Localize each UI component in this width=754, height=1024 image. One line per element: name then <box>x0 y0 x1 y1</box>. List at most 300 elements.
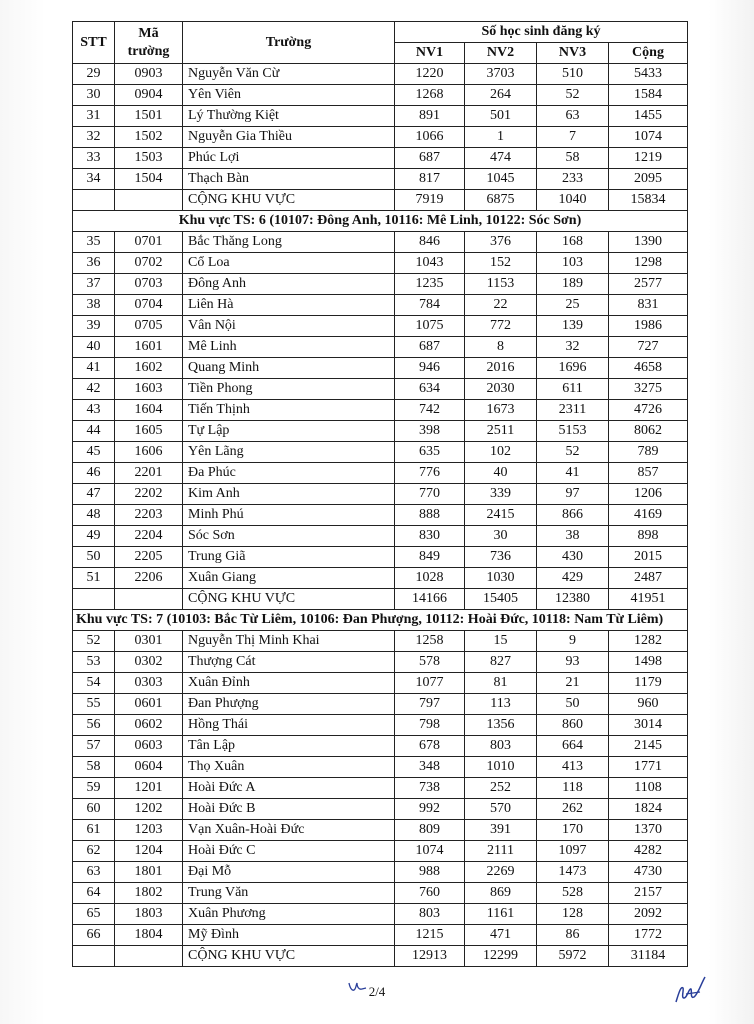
table-row <box>73 673 688 694</box>
table-row <box>73 379 688 400</box>
cell-ma-truong: 0701 <box>115 232 183 253</box>
table-row <box>73 106 688 127</box>
cell-nv3: 58 <box>537 148 609 169</box>
cell-stt: 63 <box>73 862 115 883</box>
table-row <box>73 442 688 463</box>
cell-nv2: 252 <box>465 778 537 799</box>
table-row <box>73 736 688 757</box>
table-row <box>73 337 688 358</box>
cell-nv1: 888 <box>395 505 465 526</box>
table-row <box>73 316 688 337</box>
cell-nv3: 2311 <box>537 400 609 421</box>
cell-cong: 789 <box>609 442 688 463</box>
cell-cong: 2095 <box>609 169 688 190</box>
cell-truong: Vân Nội <box>183 316 395 337</box>
cell-empty <box>115 589 183 610</box>
cell-nv2: 376 <box>465 232 537 253</box>
table-row <box>73 820 688 841</box>
cell-nv1: 1258 <box>395 631 465 652</box>
cell-stt: 62 <box>73 841 115 862</box>
cell-nv2: 772 <box>465 316 537 337</box>
cell-empty <box>115 190 183 211</box>
cell-stt: 50 <box>73 547 115 568</box>
cell-nv3: 139 <box>537 316 609 337</box>
cell-nv3: 170 <box>537 820 609 841</box>
cell-nv2: 736 <box>465 547 537 568</box>
cell-nv3: 50 <box>537 694 609 715</box>
cell-nv1: 798 <box>395 715 465 736</box>
cell-cong: 4730 <box>609 862 688 883</box>
cell-cong: 2145 <box>609 736 688 757</box>
cell-stt: 47 <box>73 484 115 505</box>
table-row <box>73 778 688 799</box>
cell-truong: Tiền Phong <box>183 379 395 400</box>
cell-nv2: 102 <box>465 442 537 463</box>
cell-nv1: 891 <box>395 106 465 127</box>
table-row <box>73 505 688 526</box>
cell-nv1: 846 <box>395 232 465 253</box>
cell-nv2: 2030 <box>465 379 537 400</box>
section-header-row <box>73 211 688 232</box>
cell-nv3: 430 <box>537 547 609 568</box>
cell-nv1: 578 <box>395 652 465 673</box>
cell-nv3: 611 <box>537 379 609 400</box>
header-nv3: NV3 <box>537 43 609 64</box>
cell-truong: Thạch Bàn <box>183 169 395 190</box>
cell-nv2: 1673 <box>465 400 537 421</box>
table-row <box>73 463 688 484</box>
total-nv1: 7919 <box>395 190 465 211</box>
cell-truong: Tân Lập <box>183 736 395 757</box>
cell-nv3: 21 <box>537 673 609 694</box>
cell-empty <box>73 946 115 967</box>
cell-stt: 42 <box>73 379 115 400</box>
cell-nv1: 687 <box>395 148 465 169</box>
table-row <box>73 421 688 442</box>
cell-nv3: 118 <box>537 778 609 799</box>
cell-cong: 960 <box>609 694 688 715</box>
cell-cong: 5433 <box>609 64 688 85</box>
cell-nv3: 1473 <box>537 862 609 883</box>
cell-nv2: 40 <box>465 463 537 484</box>
table-row <box>73 841 688 862</box>
cell-nv3: 860 <box>537 715 609 736</box>
cell-cong: 1282 <box>609 631 688 652</box>
cell-ma-truong: 1202 <box>115 799 183 820</box>
table-row <box>73 694 688 715</box>
cell-ma-truong: 0704 <box>115 295 183 316</box>
cell-ma-truong: 1204 <box>115 841 183 862</box>
cell-nv2: 1030 <box>465 568 537 589</box>
cell-nv1: 803 <box>395 904 465 925</box>
cell-nv1: 992 <box>395 799 465 820</box>
cell-truong: Phúc Lợi <box>183 148 395 169</box>
total-nv2: 15405 <box>465 589 537 610</box>
cell-cong: 3275 <box>609 379 688 400</box>
cell-ma-truong: 0604 <box>115 757 183 778</box>
page-number: 2/4 <box>368 984 386 999</box>
signature-mark <box>672 972 708 1008</box>
cell-nv1: 1215 <box>395 925 465 946</box>
cell-truong: Bắc Thăng Long <box>183 232 395 253</box>
total-row <box>73 589 688 610</box>
cell-stt: 59 <box>73 778 115 799</box>
cell-nv1: 1077 <box>395 673 465 694</box>
cell-nv2: 2269 <box>465 862 537 883</box>
cell-cong: 1771 <box>609 757 688 778</box>
cell-ma-truong: 2202 <box>115 484 183 505</box>
cell-nv2: 113 <box>465 694 537 715</box>
cell-cong: 2487 <box>609 568 688 589</box>
cell-cong: 1986 <box>609 316 688 337</box>
cell-stt: 36 <box>73 253 115 274</box>
cell-nv3: 233 <box>537 169 609 190</box>
cell-nv3: 413 <box>537 757 609 778</box>
cell-stt: 65 <box>73 904 115 925</box>
cell-nv3: 52 <box>537 85 609 106</box>
cell-cong: 2577 <box>609 274 688 295</box>
cell-truong: Kim Anh <box>183 484 395 505</box>
total-nv2: 12299 <box>465 946 537 967</box>
table-row <box>73 253 688 274</box>
cell-truong: Tiến Thịnh <box>183 400 395 421</box>
cell-nv2: 803 <box>465 736 537 757</box>
cell-nv3: 189 <box>537 274 609 295</box>
cell-nv3: 32 <box>537 337 609 358</box>
cell-truong: Hoài Đức B <box>183 799 395 820</box>
total-nv2: 6875 <box>465 190 537 211</box>
registration-table <box>72 21 688 967</box>
cell-truong: Xuân Phương <box>183 904 395 925</box>
cell-ma-truong: 1201 <box>115 778 183 799</box>
cell-nv2: 3703 <box>465 64 537 85</box>
cell-truong: Quang Minh <box>183 358 395 379</box>
cell-stt: 37 <box>73 274 115 295</box>
cell-nv3: 510 <box>537 64 609 85</box>
cell-nv2: 1153 <box>465 274 537 295</box>
cell-stt: 58 <box>73 757 115 778</box>
cell-nv1: 946 <box>395 358 465 379</box>
cell-nv2: 1010 <box>465 757 537 778</box>
cell-nv1: 809 <box>395 820 465 841</box>
cell-stt: 35 <box>73 232 115 253</box>
cell-stt: 32 <box>73 127 115 148</box>
cell-stt: 51 <box>73 568 115 589</box>
cell-nv2: 2511 <box>465 421 537 442</box>
cell-stt: 55 <box>73 694 115 715</box>
cell-nv3: 63 <box>537 106 609 127</box>
total-cong: 15834 <box>609 190 688 211</box>
table-row <box>73 631 688 652</box>
cell-stt: 33 <box>73 148 115 169</box>
cell-truong: Mê Linh <box>183 337 395 358</box>
cell-nv2: 501 <box>465 106 537 127</box>
cell-nv1: 678 <box>395 736 465 757</box>
cell-nv2: 81 <box>465 673 537 694</box>
cell-stt: 57 <box>73 736 115 757</box>
cell-nv1: 1075 <box>395 316 465 337</box>
cell-nv2: 391 <box>465 820 537 841</box>
cell-nv3: 52 <box>537 442 609 463</box>
total-label: CỘNG KHU VỰC <box>183 589 395 610</box>
cell-stt: 44 <box>73 421 115 442</box>
table-row <box>73 925 688 946</box>
table-row <box>73 148 688 169</box>
cell-truong: Nguyễn Thị Minh Khai <box>183 631 395 652</box>
cell-truong: Thọ Xuân <box>183 757 395 778</box>
cell-nv2: 869 <box>465 883 537 904</box>
cell-ma-truong: 0601 <box>115 694 183 715</box>
cell-nv2: 2415 <box>465 505 537 526</box>
cell-stt: 34 <box>73 169 115 190</box>
cell-stt: 61 <box>73 820 115 841</box>
cell-truong: Yên Lãng <box>183 442 395 463</box>
table-row <box>73 85 688 106</box>
cell-ma-truong: 1802 <box>115 883 183 904</box>
cell-truong: Trung Văn <box>183 883 395 904</box>
cell-truong: Đa Phúc <box>183 463 395 484</box>
table-row <box>73 568 688 589</box>
cell-ma-truong: 1801 <box>115 862 183 883</box>
table-row <box>73 715 688 736</box>
cell-truong: Thượng Cát <box>183 652 395 673</box>
cell-stt: 38 <box>73 295 115 316</box>
cell-ma-truong: 1803 <box>115 904 183 925</box>
cell-ma-truong: 1503 <box>115 148 183 169</box>
cell-nv3: 866 <box>537 505 609 526</box>
cell-cong: 1390 <box>609 232 688 253</box>
cell-truong: Hoài Đức A <box>183 778 395 799</box>
cell-ma-truong: 1501 <box>115 106 183 127</box>
cell-cong: 898 <box>609 526 688 547</box>
cell-nv3: 103 <box>537 253 609 274</box>
cell-cong: 1824 <box>609 799 688 820</box>
header-nv2: NV2 <box>465 43 537 64</box>
cell-stt: 56 <box>73 715 115 736</box>
cell-nv2: 264 <box>465 85 537 106</box>
cell-ma-truong: 2206 <box>115 568 183 589</box>
cell-cong: 1455 <box>609 106 688 127</box>
section-title: Khu vực TS: 6 (10107: Đông Anh, 10116: Mê Linh, 10122: Sóc Sơn) <box>73 211 688 232</box>
cell-cong: 1108 <box>609 778 688 799</box>
cell-truong: Vạn Xuân-Hoài Đức <box>183 820 395 841</box>
cell-ma-truong: 0603 <box>115 736 183 757</box>
cell-nv2: 570 <box>465 799 537 820</box>
cell-nv2: 1356 <box>465 715 537 736</box>
table-row <box>73 127 688 148</box>
cell-truong: Xuân Giang <box>183 568 395 589</box>
cell-nv1: 348 <box>395 757 465 778</box>
cell-nv3: 93 <box>537 652 609 673</box>
cell-nv1: 988 <box>395 862 465 883</box>
cell-nv3: 86 <box>537 925 609 946</box>
cell-nv2: 1045 <box>465 169 537 190</box>
cell-nv1: 1235 <box>395 274 465 295</box>
cell-stt: 48 <box>73 505 115 526</box>
cell-ma-truong: 0303 <box>115 673 183 694</box>
cell-nv1: 1043 <box>395 253 465 274</box>
section-title: Khu vực TS: 7 (10103: Bắc Từ Liêm, 10106: Đan Phượng, 10112: Hoài Đức, 10118: Nam Từ Liêm) <box>73 610 688 631</box>
cell-nv3: 664 <box>537 736 609 757</box>
cell-nv1: 687 <box>395 337 465 358</box>
table-row <box>73 400 688 421</box>
cell-nv3: 262 <box>537 799 609 820</box>
cell-truong: Yên Viên <box>183 85 395 106</box>
cell-nv1: 817 <box>395 169 465 190</box>
cell-nv3: 7 <box>537 127 609 148</box>
cell-truong: Lý Thường Kiệt <box>183 106 395 127</box>
total-label: CỘNG KHU VỰC <box>183 190 395 211</box>
cell-nv1: 742 <box>395 400 465 421</box>
cell-truong: Liên Hà <box>183 295 395 316</box>
cell-nv3: 97 <box>537 484 609 505</box>
cell-nv1: 1268 <box>395 85 465 106</box>
cell-cong: 4658 <box>609 358 688 379</box>
cell-stt: 46 <box>73 463 115 484</box>
cell-ma-truong: 1504 <box>115 169 183 190</box>
table-body <box>73 64 688 967</box>
cell-empty <box>73 190 115 211</box>
cell-ma-truong: 1603 <box>115 379 183 400</box>
cell-cong: 831 <box>609 295 688 316</box>
table-row <box>73 799 688 820</box>
table-row <box>73 526 688 547</box>
cell-nv1: 1074 <box>395 841 465 862</box>
cell-truong: Nguyễn Văn Cừ <box>183 64 395 85</box>
cell-truong: Mỹ Đình <box>183 925 395 946</box>
cell-nv3: 429 <box>537 568 609 589</box>
cell-cong: 8062 <box>609 421 688 442</box>
cell-ma-truong: 0904 <box>115 85 183 106</box>
cell-ma-truong: 1601 <box>115 337 183 358</box>
header-nv1: NV1 <box>395 43 465 64</box>
cell-ma-truong: 0903 <box>115 64 183 85</box>
cell-ma-truong: 2203 <box>115 505 183 526</box>
cell-nv1: 760 <box>395 883 465 904</box>
cell-stt: 45 <box>73 442 115 463</box>
cell-nv1: 770 <box>395 484 465 505</box>
cell-nv2: 2016 <box>465 358 537 379</box>
total-row <box>73 946 688 967</box>
cell-nv1: 776 <box>395 463 465 484</box>
cell-truong: Nguyễn Gia Thiều <box>183 127 395 148</box>
cell-cong: 857 <box>609 463 688 484</box>
header-so-hoc-sinh: Số học sinh đăng ký <box>395 22 688 43</box>
header-cong: Cộng <box>609 43 688 64</box>
cell-nv1: 830 <box>395 526 465 547</box>
cell-cong: 727 <box>609 337 688 358</box>
cell-cong: 1219 <box>609 148 688 169</box>
total-nv3: 1040 <box>537 190 609 211</box>
header-ma-truong: Mã trường <box>115 22 183 64</box>
cell-cong: 1498 <box>609 652 688 673</box>
cell-stt: 30 <box>73 85 115 106</box>
cell-stt: 40 <box>73 337 115 358</box>
cell-stt: 54 <box>73 673 115 694</box>
cell-cong: 4282 <box>609 841 688 862</box>
cell-stt: 60 <box>73 799 115 820</box>
header-truong: Trường <box>183 22 395 64</box>
cell-nv2: 2111 <box>465 841 537 862</box>
cell-nv2: 1161 <box>465 904 537 925</box>
cell-nv3: 128 <box>537 904 609 925</box>
table-row <box>73 232 688 253</box>
cell-truong: Đại Mỗ <box>183 862 395 883</box>
cell-nv1: 1066 <box>395 127 465 148</box>
table-row <box>73 274 688 295</box>
cell-ma-truong: 0703 <box>115 274 183 295</box>
table-row <box>73 547 688 568</box>
cell-cong: 4169 <box>609 505 688 526</box>
cell-ma-truong: 1604 <box>115 400 183 421</box>
cell-ma-truong: 0301 <box>115 631 183 652</box>
total-nv1: 14166 <box>395 589 465 610</box>
table-row <box>73 652 688 673</box>
cell-truong: Tự Lập <box>183 421 395 442</box>
cell-truong: Hoài Đức C <box>183 841 395 862</box>
table-row <box>73 757 688 778</box>
table-row <box>73 169 688 190</box>
cell-stt: 43 <box>73 400 115 421</box>
table-row <box>73 862 688 883</box>
cell-empty <box>73 589 115 610</box>
cell-nv3: 9 <box>537 631 609 652</box>
cell-nv1: 398 <box>395 421 465 442</box>
cell-stt: 64 <box>73 883 115 904</box>
cell-nv1: 634 <box>395 379 465 400</box>
cell-ma-truong: 2201 <box>115 463 183 484</box>
cell-nv2: 22 <box>465 295 537 316</box>
cell-cong: 2157 <box>609 883 688 904</box>
cell-ma-truong: 0602 <box>115 715 183 736</box>
total-nv3: 12380 <box>537 589 609 610</box>
cell-cong: 1179 <box>609 673 688 694</box>
total-row <box>73 190 688 211</box>
cell-cong: 1298 <box>609 253 688 274</box>
table-row <box>73 484 688 505</box>
cell-ma-truong: 1502 <box>115 127 183 148</box>
cell-ma-truong: 1605 <box>115 421 183 442</box>
cell-stt: 52 <box>73 631 115 652</box>
total-label: CỘNG KHU VỰC <box>183 946 395 967</box>
cell-nv3: 168 <box>537 232 609 253</box>
cell-nv3: 1696 <box>537 358 609 379</box>
cell-stt: 39 <box>73 316 115 337</box>
cell-stt: 31 <box>73 106 115 127</box>
cell-cong: 1772 <box>609 925 688 946</box>
cell-truong: Hồng Thái <box>183 715 395 736</box>
cell-cong: 4726 <box>609 400 688 421</box>
cell-stt: 41 <box>73 358 115 379</box>
cell-stt: 29 <box>73 64 115 85</box>
cell-ma-truong: 1804 <box>115 925 183 946</box>
cell-nv1: 797 <box>395 694 465 715</box>
cell-cong: 2092 <box>609 904 688 925</box>
total-cong: 41951 <box>609 589 688 610</box>
table-row <box>73 64 688 85</box>
cell-ma-truong: 0302 <box>115 652 183 673</box>
cell-nv1: 1220 <box>395 64 465 85</box>
cell-nv2: 15 <box>465 631 537 652</box>
cell-truong: Sóc Sơn <box>183 526 395 547</box>
cell-nv3: 528 <box>537 883 609 904</box>
cell-ma-truong: 1602 <box>115 358 183 379</box>
cell-nv3: 1097 <box>537 841 609 862</box>
cell-stt: 66 <box>73 925 115 946</box>
cell-ma-truong: 1203 <box>115 820 183 841</box>
cell-nv2: 8 <box>465 337 537 358</box>
cell-nv1: 1028 <box>395 568 465 589</box>
